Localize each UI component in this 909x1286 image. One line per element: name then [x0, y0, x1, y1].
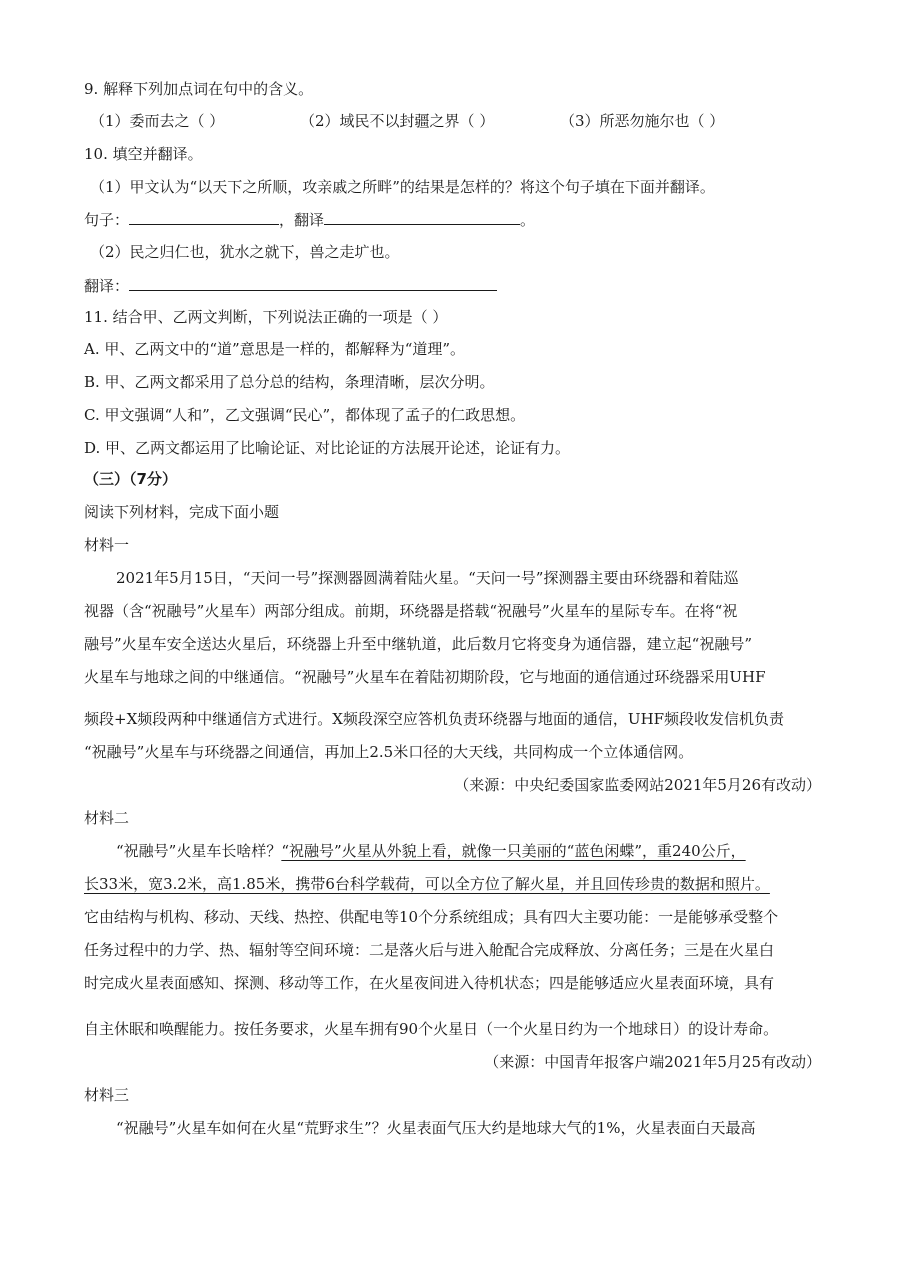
material1-line: 2021年5月15日，“天问一号”探测器圆满着陆火星。“天问一号”探测器主要由环绕器和着陆巡 [116, 569, 739, 587]
q9-item-1: （1）委而去之（ ） [90, 112, 225, 130]
material2-question: “祝融号”火星车长啥样？ [116, 842, 282, 860]
material2-line: 时完成火星表面感知、探测、移动等工作，在火星夜间进入待机状态；四是能够适应火星表面环境，具有 [84, 974, 775, 992]
material3-line: “祝融号”火星车如何在火星“荒野求生”？火星表面气压大约是地球大气的1%，火星表面白天最高 [116, 1119, 756, 1137]
material2-source: （来源：中国青年报客户端2021年5月25有改动） [484, 1053, 821, 1071]
period: 。 [520, 211, 536, 229]
translate-answer-blank-2[interactable] [129, 275, 497, 291]
q11-option-c: C. 甲文强调“人和”，乙文强调“民心”，都体现了孟子的仁政思想。 [84, 406, 526, 424]
q10-title: 10. 填空并翻译。 [84, 145, 203, 163]
sentence-label: 句子： [84, 211, 130, 229]
q11-option-d: D. 甲、乙两文都运用了比喻论证、对比论证的方法展开论述，论证有力。 [84, 439, 571, 457]
material1-source: （来源：中央纪委国家监委网站2021年5月26有改动） [454, 776, 821, 794]
material1-line: 融号”火星车安全送达火星后，环绕器上升至中继轨道，此后数月它将变身为通信器，建立起“祝融号” [84, 635, 753, 653]
q11-option-b: B. 甲、乙两文都采用了总分总的结构，条理清晰，层次分明。 [84, 373, 495, 391]
translate-label: ，翻译 [279, 211, 325, 229]
q10-sentence-row [84, 209, 535, 230]
material2-underlined-text: 长33米，宽3.2米，高1.85米，携带6台科学载荷，可以全方位了解火星，并且回传珍贵的数据和照片。 [84, 875, 770, 893]
q10-translate-row [84, 275, 497, 296]
translate-answer-blank[interactable] [324, 209, 520, 225]
material1-label: 材料一 [84, 536, 130, 554]
sentence-answer-blank[interactable] [129, 209, 279, 225]
material1-line: 频段+X频段两种中继通信方式进行。X频段深空应答机负责环绕器与地面的通信，UHF频段收发信机负责 [84, 710, 785, 728]
q10-sub1: （1）甲文认为“以天下之所顺，攻亲戚之所畔”的结果是怎样的？将这个句子填在下面并翻译。 [90, 178, 715, 196]
q9-item-3: （3）所恶勿施尔也（ ） [560, 112, 725, 130]
material3-label: 材料三 [84, 1086, 130, 1104]
section3-instruction: 阅读下列材料，完成下面小题 [84, 503, 280, 521]
material2-line-1 [116, 841, 746, 861]
material1-line: 火星车与地球之间的中继通信。“祝融号”火星车在着陆初期阶段，它与地面的通信通过环绕器采用UHF [84, 668, 766, 686]
q11-title: 11. 结合甲、乙两文判断，下列说法正确的一项是（ ） [84, 308, 448, 326]
material1-line: 视器（含“祝融号”火星车）两部分组成。前期，环绕器是搭载“祝融号”火星车的星际专车。在将“祝 [84, 602, 738, 620]
material2-line: 它由结构与机构、移动、天线、热控、供配电等10个分系统组成；具有四大主要功能：一是能够承受整个 [84, 908, 779, 926]
material2-line: 任务过程中的力学、热、辐射等空间环境：二是落火后与进入舱配合完成释放、分离任务；三是在火星白 [84, 941, 775, 959]
material2-label: 材料二 [84, 809, 130, 827]
q10-sub2: （2）民之归仁也，犹水之就下，兽之走圹也。 [90, 243, 400, 261]
material1-line: “祝融号”火星车与环绕器之间通信，再加上2.5米口径的大天线，共同构成一个立体通信网。 [84, 743, 694, 761]
q9-item-2: （2）域民不以封疆之界（ ） [300, 112, 495, 130]
section3-heading: （三）（7分） [84, 470, 177, 488]
material2-underlined-text: “祝融号”火星从外貌上看，就像一只美丽的“蓝色闲蝶”，重240公斤， [281, 842, 746, 860]
q11-option-a: A. 甲、乙两文中的“道”意思是一样的，都解释为“道理”。 [84, 340, 466, 358]
translate-label-2: 翻译： [84, 277, 130, 295]
material2-line: 自主休眠和唤醒能力。按任务要求，火星车拥有90个火星日（一个火星日约为一个地球日）的设计寿命。 [84, 1020, 779, 1038]
q9-title: 9. 解释下列加点词在句中的含义。 [84, 80, 314, 98]
